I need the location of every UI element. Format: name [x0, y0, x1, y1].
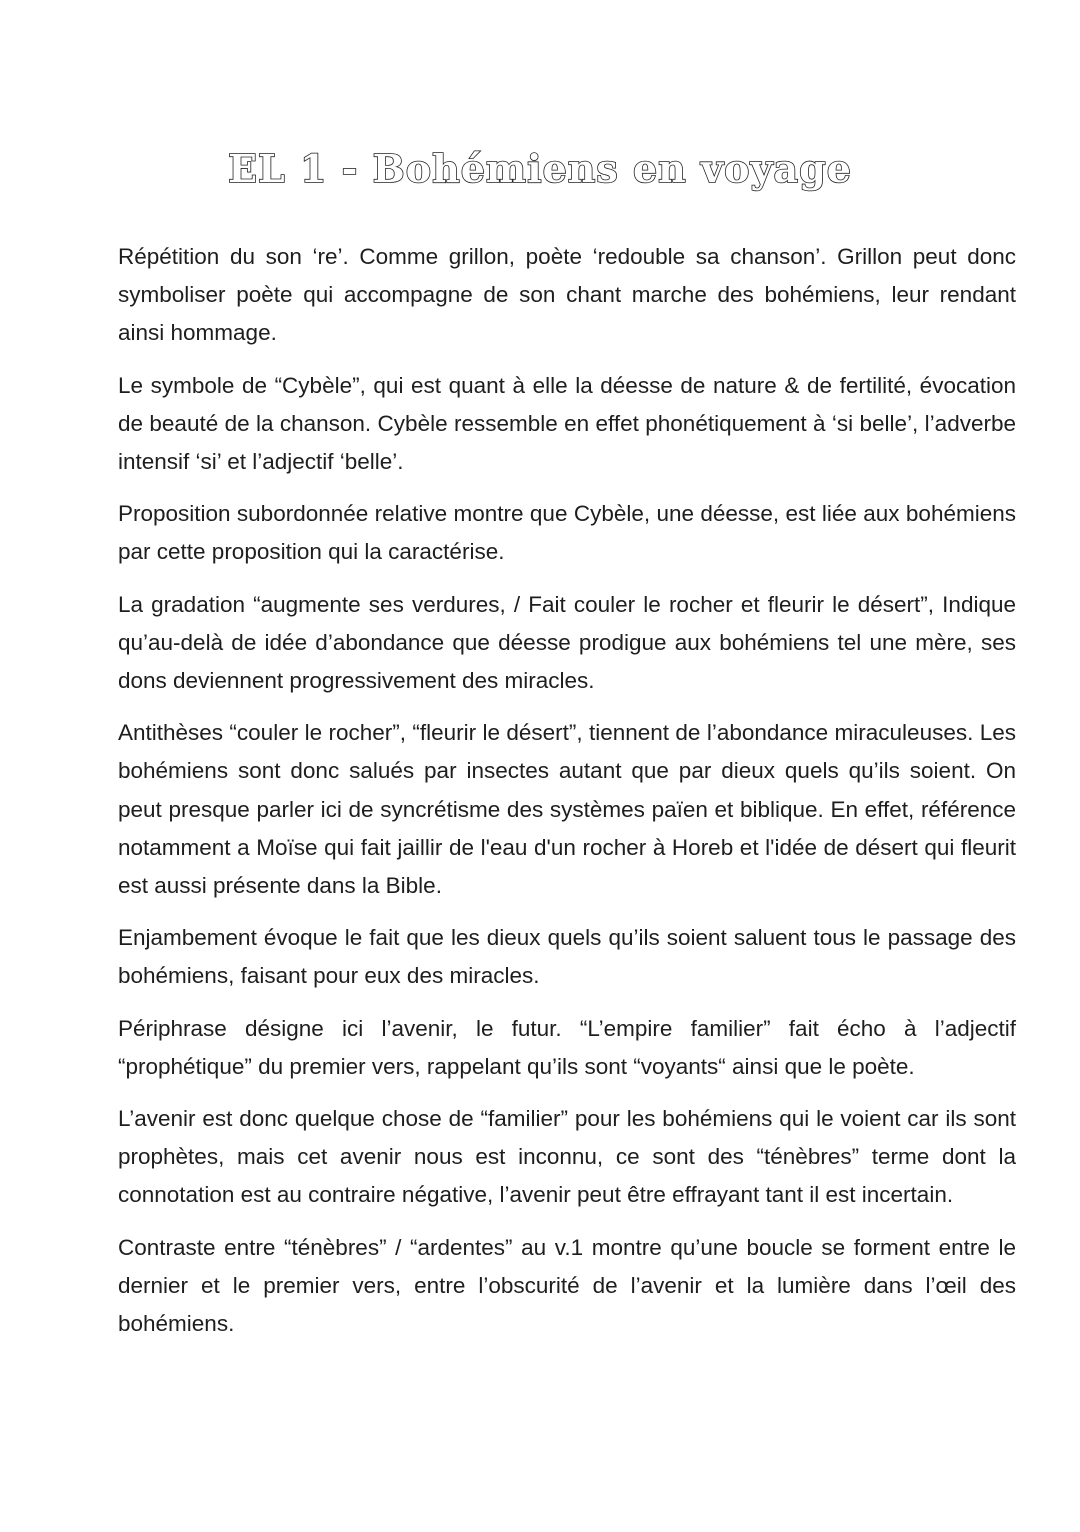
- page-title: EL 1 - Bohémiens en voyage: [228, 146, 852, 192]
- paragraph: Antithèses “couler le rocher”, “fleurir le désert”, tiennent de l’abondance miraculeuses. Les bohémiens sont donc salués par insectes autant que par dieux quels qu’ils soient. On peut presque parler ici de syncrétisme des systèmes païen et biblique. En effet, référence notamment a Moïse qui fait jaillir de l'eau d'un rocher à Horeb et l'idée de désert qui fleurit est aussi présente dans la Bible.: [118, 720, 1016, 899]
- paragraph: Périphrase désigne ici l’avenir, le futur. “L’empire familier” fait écho à l’adjectif “prophétique” du premier vers, rappelant qu’ils sont “voyants“ ainsi que le poète.: [118, 1015, 1016, 1079]
- paragraph: Enjambement évoque le fait que les dieux quels qu’ils soient saluent tous le passage des bohémiens, faisant pour eux des miracles.: [118, 925, 1016, 989]
- paragraph: Le symbole de “Cybèle”, qui est quant à elle la déesse de nature & de fertilité, évocation de beauté de la chanson. Cybèle ressemble en effet phonétiquement à ‘si belle’, l’adverbe intensif ‘si’ et l’adjectif ‘belle’.: [118, 372, 1016, 475]
- paragraph: La gradation “augmente ses verdures, / Fait couler le rocher et fleurir le désert”, Indique qu’au-delà de idée d’abondance que déesse prodigue aux bohémiens tel une mère, ses dons deviennent progressivement des miracles.: [118, 591, 1016, 694]
- document-body: [118, 238, 1016, 1357]
- paragraph: Contraste entre “ténèbres” / “ardentes” au v.1 montre qu’une boucle se forment entre le dernier et le premier vers, entre l’obscurité de l’avenir et la lumière dans l’œil des bohémiens.: [118, 1234, 1016, 1337]
- paragraph: Répétition du son ‘re’. Comme grillon, poète ‘redouble sa chanson’. Grillon peut donc symboliser poète qui accompagne de son chant marche des bohémiens, leur rendant ainsi hommage.: [118, 244, 1016, 346]
- paragraph: Proposition subordonnée relative montre que Cybèle, une déesse, est liée aux bohémiens par cette proposition qui la caractérise.: [118, 501, 1016, 565]
- paragraph: L’avenir est donc quelque chose de “familier” pour les bohémiens qui le voient car ils sont prophètes, mais cet avenir nous est inconnu, ce sont des “ténèbres” terme dont la connotation est au contraire négative, l’avenir peut être effrayant tant il est incertain.: [118, 1106, 1016, 1208]
